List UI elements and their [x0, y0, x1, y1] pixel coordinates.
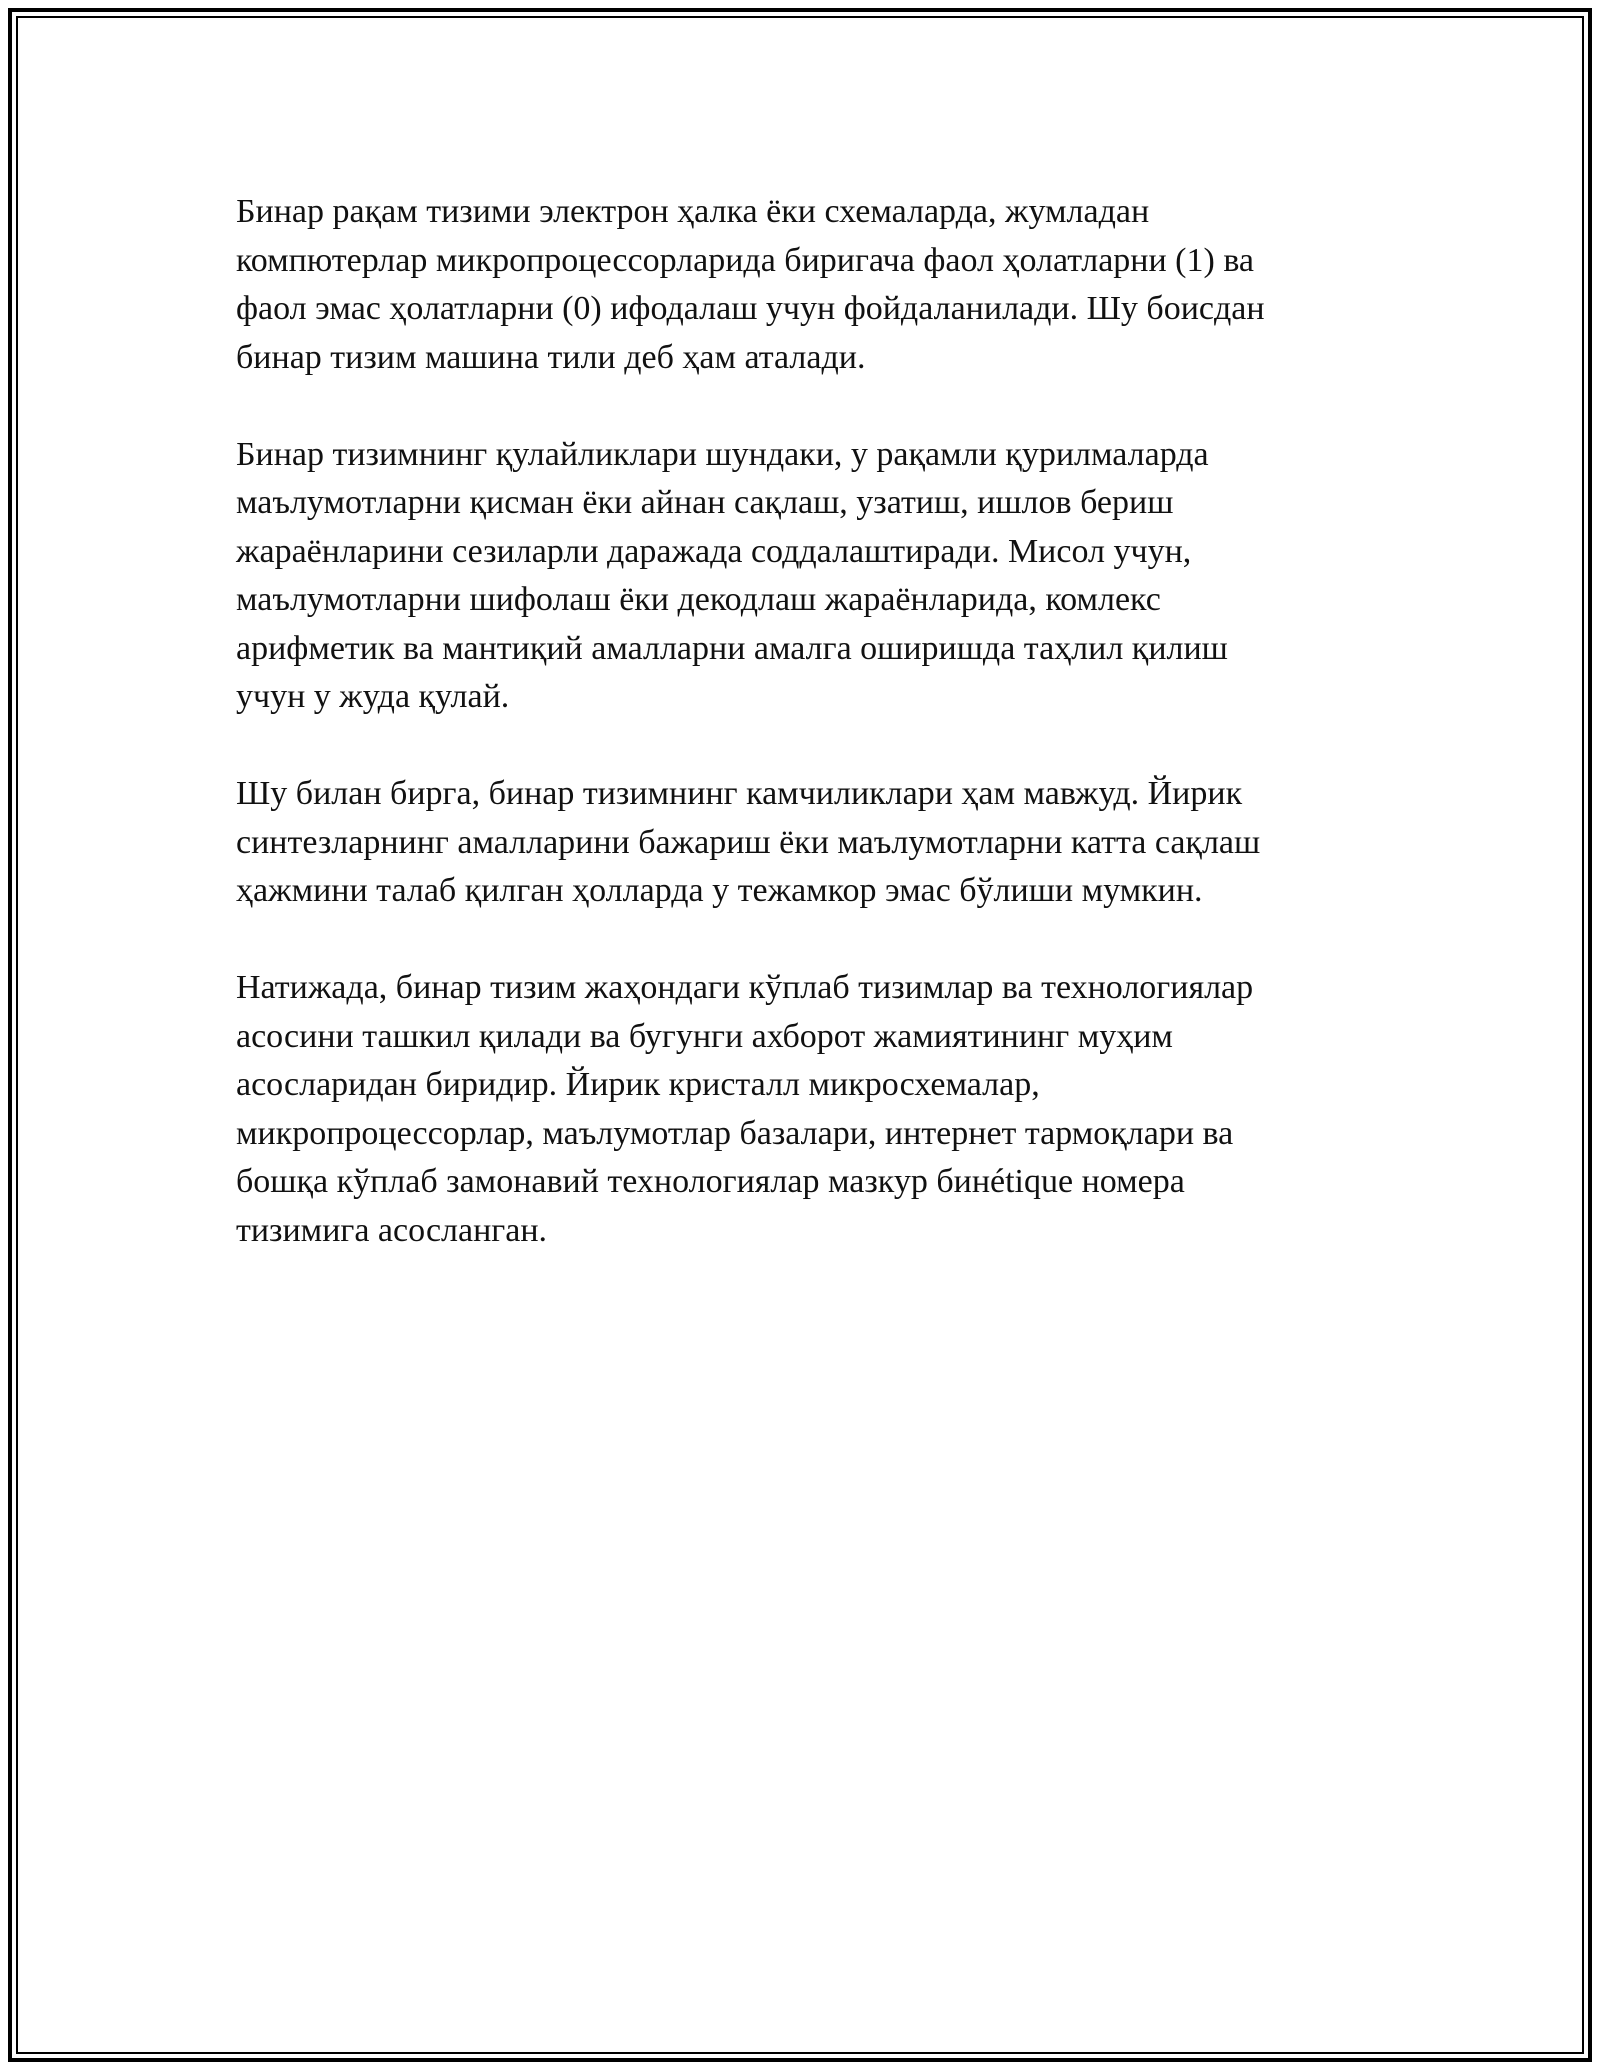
text-line: арифметик ва мантиқий амалларни амалга оширишда таҳлил қилиш	[236, 629, 1228, 667]
text-line: тизимига асосланган.	[236, 1211, 548, 1249]
paragraph-1	[236, 188, 1366, 382]
paragraph-4	[236, 964, 1366, 1255]
text-line: ҳажмини талаб қилган ҳолларда у тежамкор эмас бўлиши мумкин.	[236, 872, 1203, 909]
text-line: Бинар тизимнинг қулайликлари шундаки, у рақамли қурилмаларда	[236, 435, 1209, 473]
paragraph-2	[236, 431, 1366, 722]
text-line: синтезларнинг амалларини бажариш ёки маълумотларни катта сақлаш	[236, 823, 1261, 861]
text-line: компютерлар микропроцессорларида биригача фаол ҳолатларни (1) ва	[236, 241, 1255, 279]
text-line: Натижада, бинар тизим жаҳондаги кўплаб тизимлар ва технологиялар	[236, 969, 1254, 1006]
text-line: жараёнларини сезиларли даражада соддалаштиради. Мисол учун,	[236, 532, 1192, 570]
text-line: бошқа кўплаб замонавий технологиялар мазкур бинétique номера	[236, 1163, 1185, 1200]
text-line: Бинар рақам тизими электрон ҳалка ёки схемаларда, жумладан	[236, 193, 1150, 230]
text-line: микропроцессорлар, маълумотлар базалари, интернет тармоқлари ва	[236, 1114, 1234, 1152]
text-line: асосини ташкил қилади ва бугунги ахборот жамиятининг муҳим	[236, 1017, 1173, 1055]
document-body	[236, 188, 1366, 1304]
text-line: маълумотларни шифолаш ёки декодлаш жараёнларида, комлекс	[236, 581, 1161, 618]
text-line: маълумотларни қисман ёки айнан сақлаш, узатиш, ишлов бериш	[236, 484, 1174, 521]
text-line: фаол эмас ҳолатларни (0) ифодалаш учун фойдаланилади. Шу боисдан	[236, 290, 1265, 327]
text-line: Шу билан бирга, бинар тизимнинг камчиликлари ҳам мавжуд. Йирик	[236, 775, 1243, 812]
paragraph-3	[236, 770, 1366, 916]
text-line: асосларидан биридир. Йирик кристалл микросхемалар,	[236, 1066, 1040, 1103]
text-line: бинар тизим машина тили деб ҳам аталади.	[236, 338, 866, 376]
text-line: учун у жуда қулай.	[236, 678, 510, 715]
